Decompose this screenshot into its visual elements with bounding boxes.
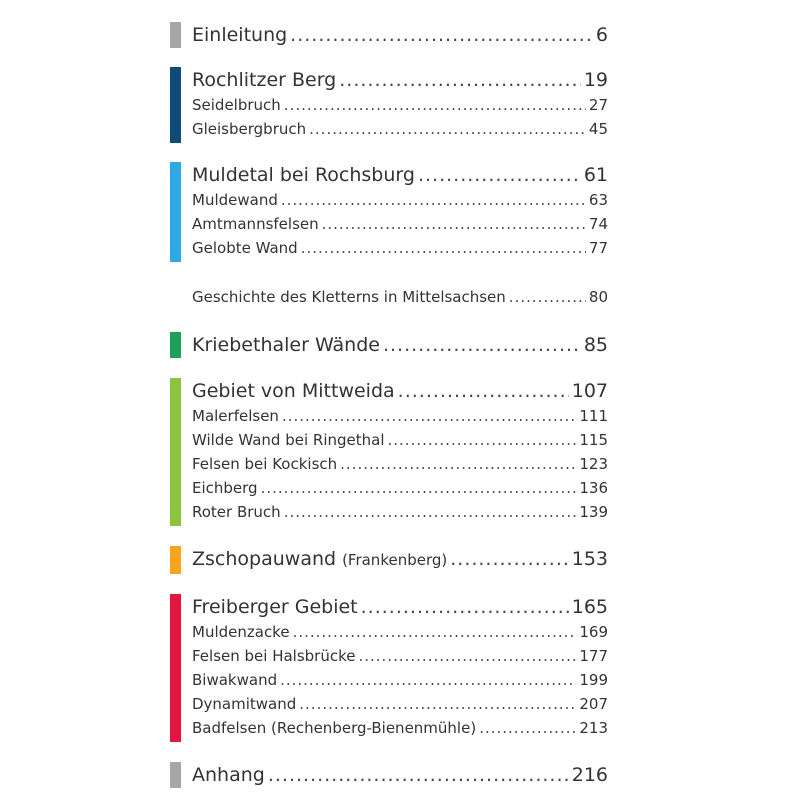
toc-entry[interactable] [192, 428, 608, 452]
toc-entry[interactable] [192, 620, 608, 644]
section-color-bar [170, 67, 181, 143]
entry-title: Kriebethaler Wände [192, 334, 380, 356]
entry-title: Felsen bei Kockisch [192, 455, 338, 473]
dot-leader [418, 162, 581, 188]
entry-page: 27 [588, 96, 608, 114]
entry-title: Eichberg [192, 479, 258, 497]
dot-leader [281, 188, 586, 212]
entry-page: 216 [571, 764, 608, 786]
entry-page: 153 [571, 548, 608, 570]
entry-page: 74 [588, 215, 608, 233]
dot-leader [290, 22, 593, 48]
section-mittweida [170, 378, 630, 526]
toc-entry[interactable] [192, 476, 608, 500]
toc-entry[interactable] [192, 594, 608, 620]
entry-page: 165 [571, 596, 608, 618]
entry-page: 6 [595, 24, 608, 46]
section-freiberger [170, 594, 630, 742]
entry-title: Muldetal bei Rochsburg [192, 164, 415, 186]
dot-leader [479, 716, 576, 740]
toc-entry[interactable] [192, 692, 608, 716]
entry-title: Gleisbergbruch [192, 120, 307, 138]
entry-page: 85 [583, 334, 608, 356]
dot-leader [322, 212, 586, 236]
dot-leader [261, 476, 577, 500]
toc-entry[interactable] [192, 93, 608, 117]
entry-page: 199 [579, 671, 608, 689]
entry-page: 45 [588, 120, 608, 138]
entry-title: Rochlitzer Berg [192, 69, 337, 91]
dot-leader [358, 644, 576, 668]
entry-title: Seidelbruch [192, 96, 281, 114]
dot-leader [398, 378, 569, 404]
section-muldetal [170, 162, 630, 262]
dot-leader [299, 692, 576, 716]
toc-entry[interactable] [192, 22, 608, 48]
entry-page: 136 [579, 479, 608, 497]
dot-leader [450, 546, 569, 572]
section-color-bar [170, 762, 181, 788]
section-color-bar [170, 22, 181, 48]
toc-entry[interactable] [192, 236, 608, 260]
entry-title: Geschichte des Kletterns in Mittelsachsen [192, 288, 506, 306]
entry-page: 213 [579, 719, 608, 737]
entry-title: Zschopauwand [192, 548, 337, 570]
entry-page: 107 [571, 380, 608, 402]
dot-leader [280, 668, 576, 692]
toc-entry[interactable] [192, 644, 608, 668]
dot-leader [340, 452, 576, 476]
entry-page: 77 [588, 239, 608, 257]
entry-page: 80 [588, 288, 608, 306]
entry-title: Badfelsen (Rechenberg-Bienenmühle) [192, 719, 477, 737]
entry-title: Freiberger Gebiet [192, 596, 358, 618]
section-zschopauwand [170, 546, 630, 574]
entry-title: Anhang [192, 764, 265, 786]
section-color-bar [170, 594, 181, 742]
section-einleitung [170, 22, 630, 48]
dot-leader [293, 620, 577, 644]
dot-leader [388, 428, 577, 452]
section-anhang [170, 762, 630, 788]
toc-entry[interactable] [192, 378, 608, 404]
dot-leader [383, 332, 581, 358]
entry-page: 115 [579, 431, 608, 449]
section-rochlitzer-berg [170, 67, 630, 143]
toc-entry[interactable] [192, 162, 608, 188]
entry-page: 139 [579, 503, 608, 521]
dot-leader [284, 500, 577, 524]
toc-entry[interactable] [192, 546, 608, 572]
section-color-bar [170, 546, 181, 574]
toc-entry[interactable] [192, 452, 608, 476]
entry-title: Roter Bruch [192, 503, 281, 521]
entry-page: 63 [588, 191, 608, 209]
entry-title: Biwakwand [192, 671, 278, 689]
entry-page: 61 [583, 164, 608, 186]
entry-page: 19 [583, 69, 608, 91]
section-geschichte [170, 285, 630, 309]
toc-entry[interactable] [192, 212, 608, 236]
section-kriebethaler [170, 332, 630, 358]
toc-entry[interactable] [192, 117, 608, 141]
toc-entry[interactable] [192, 716, 608, 740]
toc-entry[interactable] [192, 188, 608, 212]
dot-leader [509, 285, 586, 309]
entry-page: 207 [579, 695, 608, 713]
section-color-bar [170, 332, 181, 358]
dot-leader [361, 594, 569, 620]
section-color-bar [170, 162, 181, 262]
entry-title: Muldenzacke [192, 623, 290, 641]
entry-page: 177 [579, 647, 608, 665]
dot-leader [268, 762, 569, 788]
dot-leader [301, 236, 586, 260]
dot-leader [282, 404, 576, 428]
toc-entry[interactable] [192, 500, 608, 524]
entry-page: 123 [579, 455, 608, 473]
entry-subtitle: (Frankenberg) [342, 551, 448, 569]
entry-title: Einleitung [192, 24, 288, 46]
entry-title: Malerfelsen [192, 407, 279, 425]
toc-entry[interactable] [192, 404, 608, 428]
toc-entry[interactable] [192, 762, 608, 788]
dot-leader [309, 117, 586, 141]
dot-leader [284, 93, 586, 117]
dot-leader [339, 67, 581, 93]
entry-title: Gelobte Wand [192, 239, 298, 257]
entry-title: Gebiet von Mittweida [192, 380, 395, 402]
entry-title: Amtmannsfelsen [192, 215, 319, 233]
toc-entry[interactable] [192, 332, 608, 358]
section-color-bar [170, 378, 181, 526]
entry-title: Dynamitwand [192, 695, 297, 713]
entry-title: Felsen bei Halsbrücke [192, 647, 356, 665]
entry-page: 111 [579, 407, 608, 425]
toc-entry[interactable] [192, 67, 608, 93]
toc-entry[interactable] [192, 285, 608, 309]
entry-title: Muldewand [192, 191, 278, 209]
entry-title: Wilde Wand bei Ringethal [192, 431, 385, 449]
toc-entry[interactable] [192, 668, 608, 692]
entry-page: 169 [579, 623, 608, 641]
